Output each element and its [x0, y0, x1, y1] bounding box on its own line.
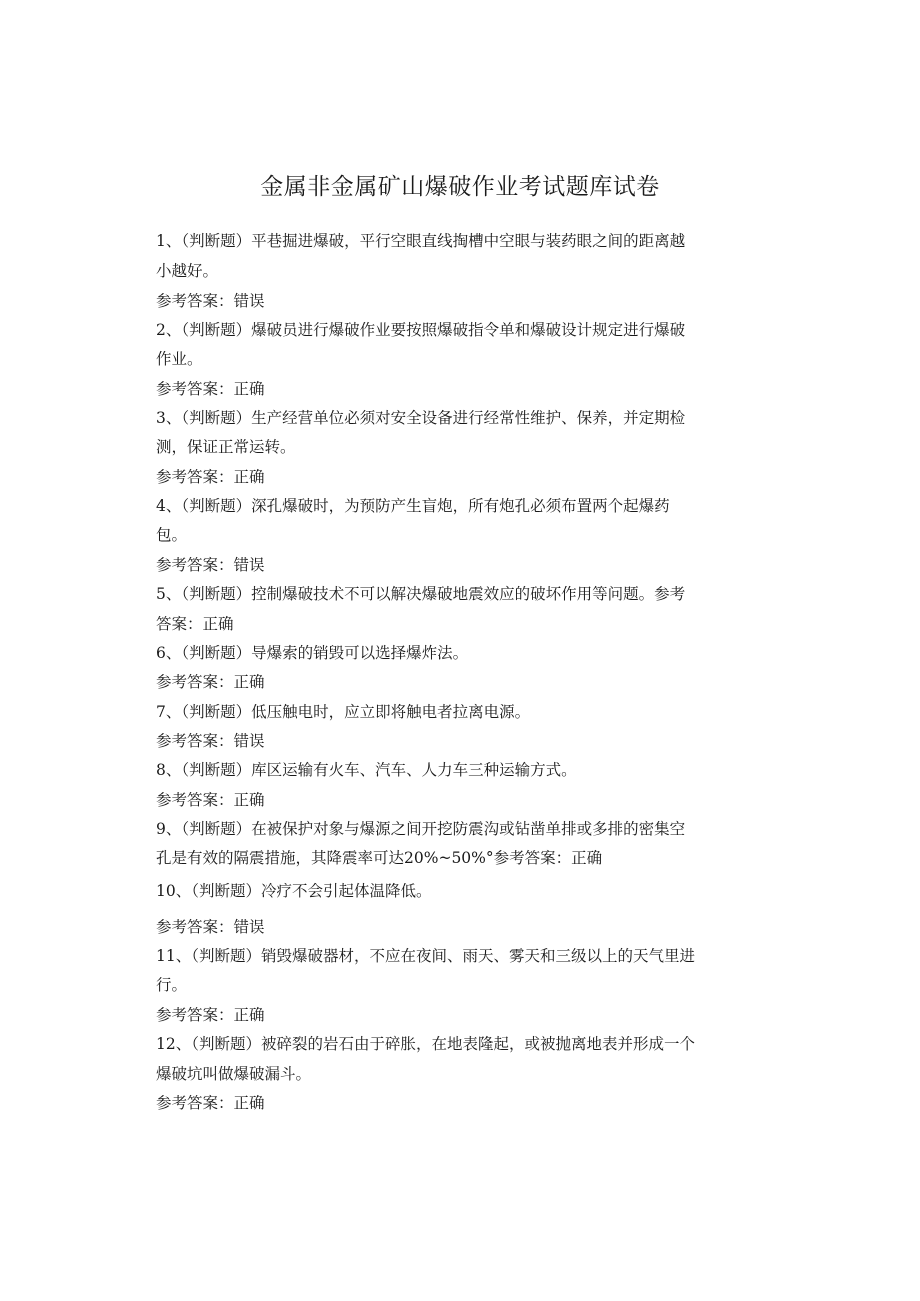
text-line: 3、（判断题）生产经营单位必须对安全设备进行经常性维护、保养，并定期检 — [156, 409, 686, 427]
answer-line: 参考答案：正确 — [156, 1094, 265, 1112]
answer-line: 参考答案：正确 — [156, 791, 265, 809]
answer-line: 参考答案：正确 — [156, 673, 265, 691]
answer-line: 参考答案：错误 — [156, 732, 265, 750]
text-line: 包。 — [156, 526, 188, 544]
answer-line: 参考答案：错误 — [156, 918, 265, 936]
text-line: 答案：正确 — [156, 615, 234, 633]
text-line: 4、（判断题）深孔爆破时，为预防产生盲炮，所有炮孔必须布置两个起爆药 — [156, 497, 670, 515]
text-line: 9、（判断题）在被保护对象与爆源之间开挖防震沟或钻凿单排或多排的密集空 — [156, 820, 686, 838]
text-line: 测，保证正常运转。 — [156, 438, 296, 456]
text-line: 小越好。 — [156, 262, 219, 280]
text-line: 5、（判断题）控制爆破技术不可以解决爆破地震效应的破坏作用等问题。参考 — [156, 585, 686, 603]
text-line: 10、（判断题）冷疗不会引起体温降低。 — [156, 882, 432, 900]
text-line: 孔是有效的隔震措施，其降震率可达20%~50%°参考答案：正确 — [156, 849, 603, 867]
answer-line: 参考答案：错误 — [156, 556, 265, 574]
text-line: 12、（判断题）被碎裂的岩石由于碎胀，在地表隆起，或被抛离地表并形成一个 — [156, 1035, 695, 1053]
text-line: 行。 — [156, 976, 188, 994]
answer-line: 参考答案：正确 — [156, 468, 265, 486]
text-line: 7、（判断题）低压触电时，应立即将触电者拉离电源。 — [156, 703, 531, 721]
text-line: 11、（判断题）销毁爆破器材，不应在夜间、雨天、雾天和三级以上的天气里进 — [156, 947, 695, 965]
answer-line: 参考答案：正确 — [156, 380, 265, 398]
text-line: 2、（判断题）爆破员进行爆破作业要按照爆破指令单和爆破设计规定进行爆破 — [156, 321, 686, 339]
answer-line: 参考答案：错误 — [156, 292, 265, 310]
text-line: 1、（判断题）平巷掘进爆破，平行空眼直线掏槽中空眼与装药眼之间的距离越 — [156, 232, 686, 250]
text-line: 8、（判断题）库区运输有火车、汽车、人力车三种运输方式。 — [156, 761, 577, 779]
answer-line: 参考答案：正确 — [156, 1006, 265, 1024]
text-line: 6、（判断题）导爆索的销毁可以选择爆炸法。 — [156, 644, 469, 662]
text-line: 爆破坑叫做爆破漏斗。 — [156, 1065, 312, 1083]
document-title: 金属非金属矿山爆破作业考试题库试卷 — [260, 174, 660, 200]
text-line: 作业。 — [156, 350, 203, 368]
